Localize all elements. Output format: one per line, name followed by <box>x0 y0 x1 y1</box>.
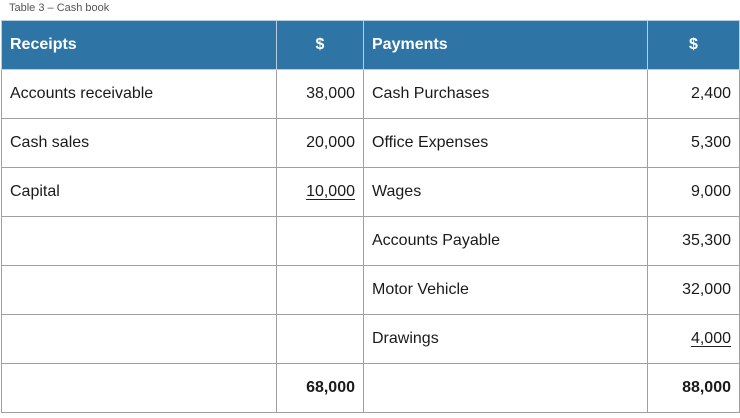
payments-amount-header: $ <box>648 21 740 70</box>
receipt-amount-cell <box>277 217 364 266</box>
payment-cell: Wages <box>364 168 648 217</box>
receipts-amount-header: $ <box>277 21 364 70</box>
receipt-amount-cell <box>277 168 364 217</box>
table-row <box>2 315 740 364</box>
receipt-cell <box>2 217 277 266</box>
payment-cell: Office Expenses <box>364 119 648 168</box>
cash-book-table <box>1 20 740 413</box>
table-row <box>2 70 740 119</box>
receipt-cell <box>2 315 277 364</box>
payment-cell: Motor Vehicle <box>364 266 648 315</box>
receipts-total: 68,000 <box>277 364 364 413</box>
table-row <box>2 119 740 168</box>
payments-header: Payments <box>364 21 648 70</box>
payment-amount-cell: 9,000 <box>648 168 740 217</box>
payment-total-label-cell <box>364 364 648 413</box>
receipts-header: Receipts <box>2 21 277 70</box>
receipt-amount-cell <box>277 266 364 315</box>
table-row <box>2 217 740 266</box>
table-row <box>2 266 740 315</box>
payment-cell: Accounts Payable <box>364 217 648 266</box>
payments-total: 88,000 <box>648 364 740 413</box>
payment-amount-cell: 35,300 <box>648 217 740 266</box>
payment-amount-cell: 5,300 <box>648 119 740 168</box>
table-row <box>2 168 740 217</box>
receipt-cell: Capital <box>2 168 277 217</box>
receipt-amount-subtotal: 10,000 <box>306 183 355 200</box>
receipt-amount-cell: 20,000 <box>277 119 364 168</box>
receipt-cell <box>2 266 277 315</box>
header-row <box>2 21 740 70</box>
receipt-total-label-cell <box>2 364 277 413</box>
payment-amount-cell: 32,000 <box>648 266 740 315</box>
receipt-amount-cell <box>277 315 364 364</box>
payment-amount-cell: 2,400 <box>648 70 740 119</box>
payment-amount-cell <box>648 315 740 364</box>
payment-amount-subtotal: 4,000 <box>690 330 731 347</box>
receipt-cell: Cash sales <box>2 119 277 168</box>
table-caption: Table 3 – Cash book <box>9 2 110 14</box>
receipt-cell: Accounts receivable <box>2 70 277 119</box>
receipt-amount-cell: 38,000 <box>277 70 364 119</box>
payment-cell: Drawings <box>364 315 648 364</box>
payment-cell: Cash Purchases <box>364 70 648 119</box>
totals-row <box>2 364 740 413</box>
